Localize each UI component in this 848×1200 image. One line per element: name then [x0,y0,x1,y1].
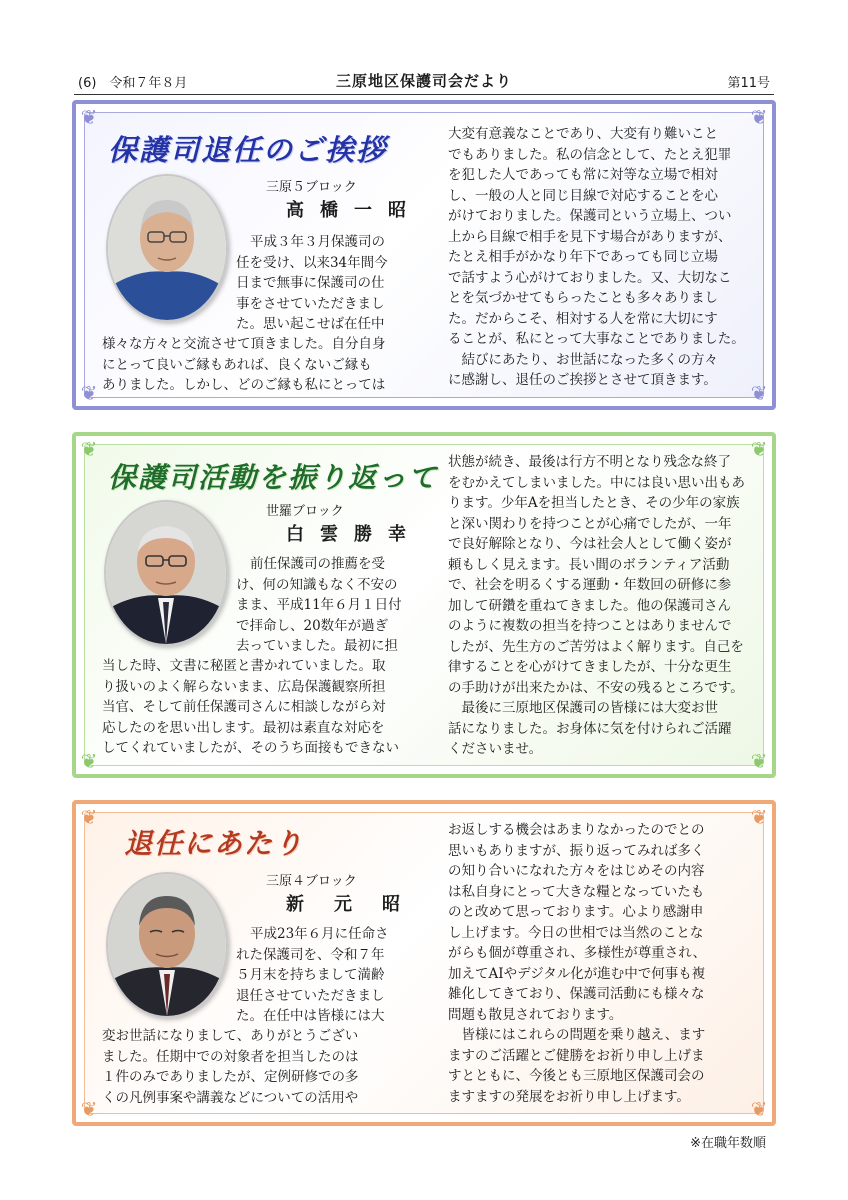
corner-ornament-icon: ❦ [750,381,768,405]
text-line: 結びにあたり、お世話になった多くの方々 [448,351,718,368]
article-text-left-column [102,1026,410,1108]
text-line: 雑化してきており、保護司活動にも様々な [448,986,705,1002]
author-block: 世羅ブロック [266,504,344,519]
article-on-retirement [72,800,776,1126]
text-line: のと改めて思っております。心より感謝申 [448,904,704,920]
text-line: 変お世話になりまして、ありがとうござい [102,1028,359,1044]
text-line: 平成３年３月保護司の [250,234,385,250]
text-line: で良好解除となり、今は社会人として働く姿が [448,536,732,552]
text-line: ることが、私にとって大事なことでありました。 [448,331,745,347]
text-line: で話すよう心がけておりました。又、大切なこ [448,269,732,286]
corner-ornament-icon: ❦ [750,749,768,773]
corner-ornament-icon: ❦ [80,749,98,773]
article-text-right-column [448,820,760,1107]
text-line: 当官、そして前任保護司さんに相談しながら対 [102,699,386,715]
text-line: は私自身にとって大きな糧となっていたも [448,883,705,900]
text-line: 加して研鑽を重ねてきました。他の保護司さん [448,597,732,614]
portrait-photo [106,872,228,1018]
portrait-image [108,176,226,320]
author-name: 高橋一昭 [286,200,422,221]
article-retirement-greeting [72,100,776,410]
text-line: 平成23年６月に任命さ [250,926,389,942]
text-line: 思いもありますが、振り返ってみれば多く [448,842,705,859]
text-line: を犯した人であっても常に対等な立場で相対 [448,167,718,183]
corner-ornament-icon: ❦ [80,381,98,405]
text-line: すとともに、今後とも三原地区保護司会の [448,1068,705,1084]
text-line: 問題も散見されております。 [448,1006,623,1023]
text-line: と深い関わりを持つことが心痛でしたが、一年 [448,515,732,532]
text-line: 最後に三原地区保護司の皆様には大変お世 [448,700,718,716]
text-line: し、一般の人と同じ目線で対応することを心 [448,187,718,204]
text-line: をむかえてしまいました。中には良い思い出もあ [448,474,745,491]
corner-ornament-icon: ❦ [750,805,768,829]
text-line: 頼もしく見えます。長い間のボランティア活動 [448,556,730,573]
page-number-date: (6) 令和７年８月 [78,76,188,91]
text-line: に感謝し、退任のご挨拶とさせて頂きます。 [448,372,717,388]
issue-number: 第11号 [727,76,770,91]
text-line: た。在任中は皆様には大 [236,1008,385,1024]
text-line: ますのご活躍とご健勝をお祈り申し上げま [448,1047,705,1064]
text-line: ります。少年Aを担当したとき、その少年の家族 [448,495,740,511]
text-line: 話になりました。お身体に気を付けられご活躍 [448,720,732,737]
author-block: 三原４ブロック [266,874,357,889]
text-line: 事をさせていただきまし [236,295,385,312]
text-line: し上げます。今日の世相では当然のことな [448,924,704,941]
text-line: 去っていました。最初に担 [236,638,398,654]
text-line: のように複数の担当を持つことはありませんで [448,618,732,634]
text-line: 当した時、文書に秘匿と書かれていました。取 [102,658,386,674]
header-divider [74,94,774,95]
text-line: で、社会を明るくする運動・年数回の研修に参 [448,577,732,593]
text-line: れた保護司を、令和７年 [236,946,385,963]
author-name: 新元昭 [286,894,430,915]
text-line: 応したのを思い出します。最初は素直な対応を [102,719,385,736]
article-text-right-column [448,452,760,760]
article-looking-back [72,432,776,778]
article-text-wrap-right-of-photo [236,554,408,657]
text-line: 上から目線で相手を見下す場合がありますが、 [448,228,732,245]
corner-ornament-icon: ❦ [80,105,98,129]
text-line: た。だからこそ、相対する人を常に大切にす [448,310,718,327]
text-line: 状態が続き、最後は行方不明となり残念な終了 [448,454,731,470]
corner-ornament-icon: ❦ [750,1097,768,1121]
footnote: ※在職年数順 [690,1136,766,1151]
text-line: お返しする機会はあまりなかったのでとの [448,822,705,838]
text-line: ありました。しかし、どのご縁も私にとっては [102,377,386,393]
text-line: したが、先生方のご苦労はよく解ります。自己を [448,638,744,655]
article-text-wrap-right-of-photo [236,232,406,335]
text-line: の知り合いになれた方々をはじめその内容 [448,863,705,879]
portrait-image [108,874,226,1016]
corner-ornament-icon: ❦ [80,1097,98,1121]
text-line: がらも個が尊重され、多様性が尊重され、 [448,945,707,961]
portrait-image [106,502,226,644]
text-line: 日まで無事に保護司の仕 [236,275,385,291]
article-text-wrap-right-of-photo [236,924,408,1027]
portrait-photo [104,500,228,646]
text-line: 皆様にはこれらの問題を乗り越え、ます [448,1027,706,1043]
corner-ornament-icon: ❦ [80,437,98,461]
portrait-photo [106,174,228,322]
text-line: たとえ相手がかなり年下であっても同じ立場 [448,249,718,265]
text-line: の手助けが出来たかは、不安の残るところです。 [448,679,744,696]
text-line: １件のみでありましたが、定例研修での多 [102,1069,359,1085]
text-line: してくれていましたが、そのうち面接もできない [102,740,399,756]
text-line: くの凡例事案や講義などについての活用や [102,1089,359,1106]
text-line: 律することを心がけてきましたが、十分な更生 [448,659,732,675]
corner-ornament-icon: ❦ [750,437,768,461]
article-text-right-column [448,124,760,391]
corner-ornament-icon: ❦ [750,105,768,129]
author-name: 白雲勝幸 [286,524,422,545]
author-block: 三原５ブロック [266,180,357,195]
text-line: た。思い起こせば在任中 [236,316,385,332]
text-line: ５月末を持ちまして満齢 [236,967,385,983]
article-text-left-column [102,334,408,396]
text-line: でもありました。私の信念として、たとえ犯罪 [448,146,732,163]
text-line: ました。任期中での対象者を担当したのは [102,1048,359,1065]
text-line: まま、平成11年６月１日付 [236,597,402,613]
page-header [74,70,774,92]
newsletter-title: 三原地区保護司会だより [335,72,512,90]
text-line: 退任させていただきまし [236,987,385,1004]
corner-ornament-icon: ❦ [80,805,98,829]
text-line: とを気づかせてもらったことも多々ありまし [448,290,718,306]
text-line: がけておりました。保護司という立場上、つい [448,208,732,224]
text-line: で拝命し、20数年が過ぎ [236,617,389,634]
text-line: り扱いのよく解らないまま、広島保護観察所担 [102,678,386,695]
article-title: 保護司退任のご挨拶 [108,133,388,167]
text-line: にとって良いご縁もあれば、良くないご縁も [102,356,372,373]
text-line: ますますの発展をお祈り申し上げます。 [448,1088,690,1105]
text-line: 加えてAIやデジタル化が進む中で何事も複 [448,965,706,982]
text-line: け、何の知識もなく不安の [236,576,398,593]
text-line: 大変有意義なことであり、大変有り難いこと [448,126,718,142]
text-line: 前任保護司の推薦を受 [250,556,385,572]
text-line: 様々な方々と交流させて頂きました。自分自身 [102,336,386,352]
article-title: 退任にあたり [124,827,305,860]
text-line: 任を受け、以来34年間今 [236,254,388,271]
article-title: 保護司活動を振り返って [108,461,439,494]
article-text-left-column [102,656,410,759]
text-line: くださいませ。 [448,741,543,757]
